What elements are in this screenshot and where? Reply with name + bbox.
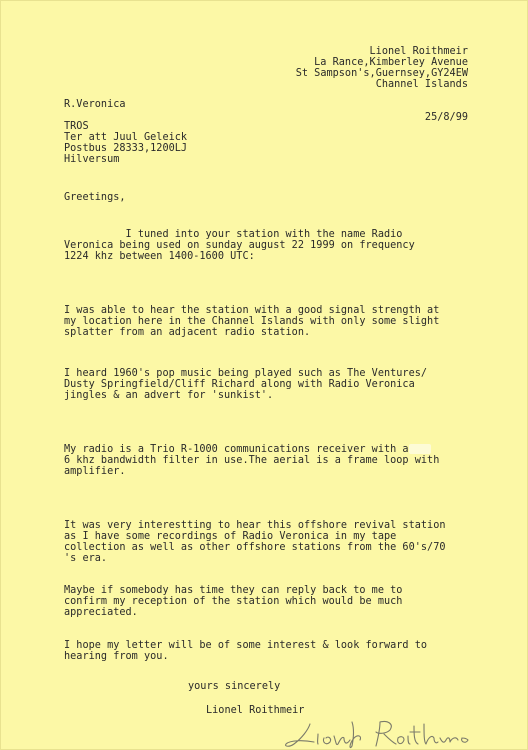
paragraph-3-line: I heard 1960's pop music being played such as The Ventures/ — [64, 368, 428, 379]
paragraph-2-line: I was able to hear the station with a good signal strength at — [64, 305, 440, 316]
paragraph-4-line: amplifier. — [64, 466, 126, 477]
sender-address-line1: La Rance,Kimberley Avenue — [314, 57, 468, 68]
paragraph-5-line: collection as well as other offshore stations from the 60's/70 — [64, 542, 446, 553]
letter-date: 25/8/99 — [424, 112, 468, 123]
paragraph-6-line: confirm my reception of the station which would be much — [64, 596, 403, 607]
paragraph-5-line: It was very interestting to hear this offshore revival station — [64, 520, 446, 531]
sender-name: Lionel Roithmeir — [369, 46, 468, 57]
paragraph-5-line: 's era. — [64, 553, 108, 564]
sender-address-line2: St Sampson's,Guernsey,GY24EW — [295, 68, 468, 79]
paragraph-2-line: splatter from an adjacent radio station. — [64, 327, 311, 338]
paragraph-7-line: I hope my letter will be of some interest & look forward to — [64, 640, 428, 651]
greeting: Greetings, — [64, 192, 126, 203]
paragraph-1-line: 1224 khz between 1400-1600 UTC: — [64, 251, 255, 262]
signoff-name: Lionel Roithmeir — [206, 705, 305, 716]
paragraph-1-line: I tuned into your station with the name Radio — [64, 229, 403, 240]
recipient-line1: TROS — [64, 121, 89, 132]
recipient-line3: Postbus 28333,1200LJ — [64, 143, 188, 154]
closing: yours sincerely — [188, 681, 281, 692]
paragraph-6-line: Maybe if somebody has time they can reply back to me to — [64, 585, 403, 596]
recipient-line4: Hilversum — [64, 154, 120, 165]
paragraph-2-line: my location here in the Channel Islands with only some slight — [64, 316, 440, 327]
paragraph-6-line: appreciated. — [64, 607, 138, 618]
paragraph-3-line: Dusty Springfield/Cliff Richard along with Radio Veronica — [64, 379, 415, 390]
paragraph-7-line: hearing from you. — [64, 651, 169, 662]
paragraph-4-line: 6 khz bandwidth filter in use.The aerial is a frame loop with — [64, 455, 440, 466]
correction-smudge — [409, 444, 431, 454]
paragraph-5-line: as I have some recordings of Radio Veronica in my tape — [64, 531, 397, 542]
paragraph-1-line: Veronica being used on sunday august 22 1999 on frequency — [64, 240, 415, 251]
reference: R.Veronica — [64, 99, 126, 110]
handwritten-signature — [280, 716, 480, 750]
paragraph-3-line: jingles & an advert for 'sunkist'. — [64, 390, 274, 401]
recipient-line2: Ter att Juul Geleick — [64, 132, 188, 143]
paragraph-4-line: My radio is a Trio R-1000 communications receiver with a — [64, 444, 409, 455]
sender-address-line3: Channel Islands — [375, 79, 468, 90]
